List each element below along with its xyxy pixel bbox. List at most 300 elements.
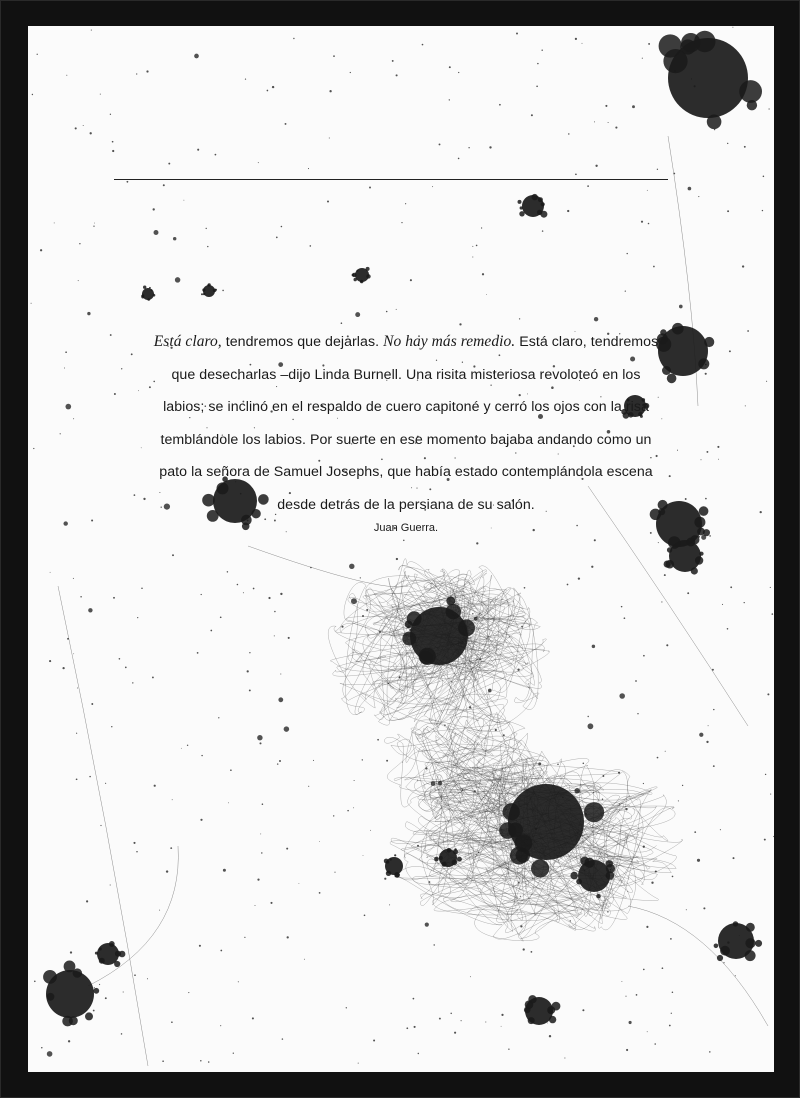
ink-speckle (388, 683, 390, 685)
ink-speckle (153, 208, 155, 210)
ink-speckle (249, 689, 251, 691)
ink-blot-edge (698, 358, 709, 369)
ink-speckle (433, 944, 434, 945)
ink-speckle (105, 783, 106, 784)
ink-speckle (478, 852, 479, 853)
ink-speckle (508, 1049, 509, 1050)
ink-blot-edge (707, 115, 722, 130)
ink-blot-edge (402, 632, 416, 646)
ink-blot-edge (387, 871, 389, 873)
literary-passage (126, 326, 686, 521)
ink-speckle (218, 717, 219, 718)
ink-speckle (355, 312, 360, 317)
ink-blot-edge (366, 267, 370, 271)
ink-blot-edge (62, 1016, 73, 1027)
ink-speckle (32, 94, 33, 95)
ink-speckle (113, 597, 115, 599)
ink-speckle (386, 760, 388, 762)
ink-speckle (278, 697, 283, 702)
ink-speckle (637, 713, 638, 714)
ink-blot-edge (458, 619, 475, 636)
ink-speckle (220, 950, 222, 952)
ink-speckle (270, 902, 272, 904)
ink-speckle (594, 317, 598, 321)
ink-blot-edge (85, 1012, 93, 1020)
ink-speckle (64, 368, 65, 369)
ink-speckle (121, 368, 122, 369)
ink-blot-edge (720, 946, 730, 956)
ink-blot-edge (354, 278, 357, 281)
ink-speckle (114, 393, 116, 395)
ink-blot-edge (384, 859, 389, 864)
ink-speckle (591, 566, 593, 568)
ink-speckle (646, 926, 648, 928)
ink-speckle (770, 587, 771, 588)
ink-speckle (567, 210, 569, 212)
ink-speckle (152, 676, 154, 678)
ink-speckle (79, 243, 80, 244)
ink-speckle (643, 969, 645, 971)
ink-speckle (279, 760, 281, 762)
ink-speckle (528, 683, 529, 684)
ink-speckle (535, 828, 537, 830)
ink-speckle (260, 833, 261, 834)
ink-blot-edge (446, 596, 455, 605)
passage-line-6: desde detrás de la persiana de su salón. (277, 496, 535, 513)
ink-speckle (54, 222, 55, 223)
ink-speckle (68, 1040, 70, 1042)
ink-speckle (745, 405, 746, 406)
ink-speckle (125, 667, 127, 669)
ink-speckle (481, 227, 482, 228)
ink-speckle (223, 869, 226, 872)
ink-speckle (655, 870, 657, 872)
ink-blot-edge (208, 283, 211, 286)
ink-blot (669, 540, 701, 572)
ink-speckle (531, 951, 533, 953)
ink-speckle (520, 925, 522, 927)
paper-sheet (28, 26, 774, 1072)
ink-speckle (541, 49, 542, 50)
ink-speckle (506, 815, 507, 816)
ink-speckle (697, 859, 700, 862)
ink-speckle (257, 735, 262, 740)
horizontal-rule (114, 179, 668, 180)
ink-speckle (439, 1018, 441, 1020)
ink-speckle (607, 911, 608, 912)
ink-speckle (727, 210, 729, 212)
ink-speckle (691, 78, 692, 79)
ink-speckle (60, 433, 61, 434)
ink-speckle (665, 751, 666, 752)
ink-speckle (417, 845, 419, 847)
ink-speckle (37, 54, 38, 55)
ink-blot-edge (518, 200, 522, 204)
author-signature: Juan Guerra. (373, 522, 439, 534)
ink-speckle (201, 594, 202, 595)
ink-speckle (259, 742, 261, 744)
ink-speckle (173, 237, 176, 240)
ink-speckle (643, 846, 645, 848)
ink-speckle (34, 981, 36, 983)
ink-speckle (76, 778, 78, 780)
ink-speckle (40, 249, 42, 251)
ink-blot-edge (366, 274, 370, 278)
ink-speckle (461, 1020, 462, 1021)
ink-speckle (188, 992, 189, 993)
ink-speckle (720, 829, 721, 830)
ink-speckle (63, 521, 67, 525)
ink-blot-edge (149, 287, 151, 289)
ink-speckle (351, 598, 357, 604)
ink-speckle (488, 689, 492, 693)
ink-speckle (739, 935, 740, 936)
ink-speckle (277, 763, 278, 764)
ink-thread (88, 846, 178, 986)
ink-speckle (521, 626, 523, 628)
ink-speckle (449, 66, 451, 68)
ink-speckle (610, 869, 612, 871)
ink-speckle (773, 836, 774, 837)
ink-speckle (329, 90, 331, 92)
ink-speckle (159, 910, 160, 911)
ink-speckle (476, 542, 478, 544)
ink-speckle (632, 105, 635, 108)
ink-speckle (31, 303, 32, 304)
ink-speckle (712, 669, 714, 671)
ink-speckle (587, 185, 589, 187)
ink-speckle (472, 613, 474, 615)
ink-blot-edge (141, 295, 144, 298)
ink-blot-edge (746, 923, 755, 932)
ink-blot-edge (204, 293, 205, 294)
ink-speckle (334, 872, 335, 873)
ink-blot-edge (360, 281, 362, 283)
ink-blot-edge (541, 202, 545, 206)
ink-blot-edge (434, 857, 439, 862)
ink-blot-edge (584, 802, 604, 822)
ink-speckle (33, 448, 34, 449)
ink-speckle (706, 451, 708, 453)
ink-speckle (476, 245, 478, 247)
ink-speckle (386, 311, 388, 313)
ink-speckle (166, 870, 168, 872)
ink-speckle (727, 941, 729, 943)
ink-speckle (112, 141, 114, 143)
ink-speckle (110, 334, 112, 336)
ink-speckle (489, 146, 491, 148)
ink-speckle (414, 1026, 416, 1028)
ink-speckle (687, 592, 689, 594)
ink-speckle (78, 280, 79, 281)
ink-speckle (73, 418, 74, 419)
ink-speckle (396, 558, 398, 560)
ink-speckle (272, 86, 274, 88)
ink-speckle (672, 876, 674, 878)
ink-speckle (285, 123, 287, 125)
ink-speckle (520, 896, 521, 897)
ink-speckle (313, 760, 314, 761)
ink-speckle (714, 129, 716, 131)
ink-speckle (100, 94, 101, 95)
ink-speckle (686, 909, 687, 910)
ink-speckle (237, 584, 239, 586)
ink-speckle (568, 133, 569, 134)
ink-speckle (602, 799, 603, 800)
ink-speckle (770, 794, 771, 795)
ink-speckle (582, 43, 583, 44)
ink-speckle (536, 85, 538, 87)
ink-speckle (298, 883, 299, 884)
ink-speckle (252, 1017, 254, 1019)
ink-speckle (458, 72, 459, 73)
ink-blot-edge (390, 858, 392, 860)
ink-speckle (723, 962, 724, 963)
ink-blot-edge (686, 538, 695, 547)
ink-speckle (222, 290, 224, 292)
ink-speckle (682, 785, 683, 786)
ink-speckle (207, 246, 208, 247)
ink-speckle (360, 577, 361, 578)
ink-speckle (472, 257, 473, 258)
ink-speckle (635, 680, 637, 682)
ink-speckle (647, 190, 648, 191)
ink-speckle (243, 592, 244, 593)
ink-speckle (678, 800, 679, 801)
ink-speckle (625, 996, 626, 997)
ink-blot-edge (699, 506, 709, 516)
ink-speckle (523, 948, 525, 950)
ink-speckle (172, 554, 174, 556)
ink-speckle (83, 125, 84, 126)
ink-speckle (147, 978, 148, 979)
ink-speckle (468, 147, 469, 148)
ink-speckle (769, 108, 770, 109)
ink-blot-edge (691, 567, 698, 574)
ink-speckle (407, 626, 409, 628)
ink-speckle (87, 312, 90, 315)
ink-speckle (258, 162, 259, 163)
ink-speckle (65, 351, 67, 353)
ink-speckle (537, 63, 538, 64)
ink-speckle (542, 230, 543, 231)
ink-blot-edge (570, 872, 578, 880)
ink-speckle (629, 1021, 632, 1024)
passage-line-5: pato la señora de Samuel Josephs, que había estado contemplándola escena (159, 464, 653, 480)
ink-speckle (94, 987, 95, 988)
ink-speckle (706, 741, 708, 743)
ink-speckle (422, 44, 424, 46)
ink-blot-edge (531, 859, 549, 877)
ink-speckle (333, 55, 335, 57)
ink-blot-edge (538, 197, 543, 202)
ink-speckle (310, 245, 312, 247)
ink-speckle (172, 799, 173, 800)
ink-speckle (472, 246, 473, 247)
ink-speckle (220, 1025, 221, 1026)
ink-speckle (304, 959, 305, 960)
ink-speckle (99, 984, 100, 985)
ink-blot-edge (528, 995, 536, 1003)
ink-speckle (194, 54, 199, 59)
ink-speckle (606, 875, 608, 877)
ink-speckle (110, 884, 111, 885)
ink-speckle (575, 173, 577, 175)
ink-speckle (123, 991, 124, 992)
ink-speckle (705, 364, 707, 366)
ink-blot-edge (747, 100, 757, 110)
ink-speckle (379, 631, 381, 633)
ink-speckle (73, 578, 74, 579)
ink-speckle (267, 90, 269, 92)
ink-speckle (154, 785, 156, 787)
ink-speckle (641, 221, 643, 223)
ink-speckle (418, 1053, 419, 1054)
ink-speckle (651, 882, 653, 884)
ink-speckle (354, 780, 355, 781)
ink-speckle (175, 277, 181, 283)
ink-speckle (531, 114, 533, 116)
ink-blot-edge (516, 848, 530, 862)
ink-blot-edge (745, 938, 755, 948)
ink-blot-edge (680, 39, 695, 54)
ink-speckle (733, 857, 735, 859)
ink-speckle (585, 813, 587, 815)
ink-speckle (197, 149, 199, 151)
ink-speckle (763, 176, 765, 178)
ink-speckle (70, 951, 72, 953)
ink-speckle (396, 309, 397, 310)
ink-blot-edge (704, 337, 714, 347)
ink-speckle (287, 936, 289, 938)
ink-speckle (121, 1033, 123, 1035)
ink-blot-edge (606, 860, 613, 867)
ink-speckle (370, 830, 371, 831)
ink-speckle (735, 975, 736, 976)
ink-speckle (341, 322, 343, 324)
ink-blot-edge (110, 943, 114, 947)
ink-speckle (308, 786, 309, 787)
ink-blot-edge (745, 950, 756, 961)
ink-blot-edge (499, 822, 515, 838)
ink-blot-edge (147, 298, 150, 301)
ink-speckle (261, 852, 262, 853)
ink-speckle (431, 781, 436, 786)
ink-speckle (485, 1021, 486, 1022)
ink-speckle (519, 318, 520, 319)
ink-speckle (727, 628, 729, 630)
ink-speckle (373, 1039, 375, 1041)
ink-blot-edge (519, 211, 524, 216)
ink-speckle (112, 150, 114, 152)
ink-speckle (284, 726, 290, 732)
ink-speckle (501, 1014, 503, 1016)
ink-speckle (262, 803, 264, 805)
ink-speckle (89, 776, 90, 777)
ink-blot-edge (739, 80, 762, 103)
ink-blot-edge (114, 961, 120, 967)
ink-speckle (347, 810, 349, 812)
ink-speckle (549, 1035, 551, 1037)
ink-speckle (624, 617, 626, 619)
ink-speckle (75, 127, 77, 129)
ink-speckle (80, 596, 82, 598)
ink-blot-edge (528, 1017, 535, 1024)
ink-blot-edge (549, 1016, 556, 1023)
ink-speckle (574, 788, 579, 793)
ink-speckle (409, 629, 411, 631)
passage-line-3: labios; se inclinó en el respaldo de cuero capitoné y cerró los ojos con la risa (163, 399, 649, 415)
ink-speckle (132, 682, 133, 683)
ink-speckle (666, 644, 668, 646)
ink-blot-edge (151, 289, 153, 291)
ink-speckle (228, 802, 229, 803)
ink-speckle (662, 967, 664, 969)
ink-speckle (94, 223, 95, 224)
ink-thread (248, 546, 408, 587)
ink-speckle (636, 994, 638, 996)
ink-blot-edge (201, 293, 203, 295)
ink-speckle (91, 519, 93, 521)
ink-speckle (694, 85, 696, 87)
ink-speckle (699, 733, 703, 737)
ink-speckle (238, 981, 239, 982)
ink-speckle (621, 981, 622, 982)
ink-speckle (358, 1063, 359, 1064)
ink-splatter-art (28, 26, 774, 1072)
ink-blot-edge (714, 944, 719, 949)
ink-speckle (578, 577, 580, 579)
ink-speckle (538, 762, 541, 765)
ink-speckle (709, 1051, 711, 1053)
ink-speckle (91, 30, 92, 31)
ink-speckle (280, 593, 282, 595)
ink-speckle (627, 253, 628, 254)
ink-speckle (582, 1009, 584, 1011)
ink-speckle (49, 660, 51, 662)
ink-blot-edge (99, 948, 102, 951)
ink-speckle (249, 652, 250, 653)
ink-speckle (469, 706, 471, 708)
ink-speckle (767, 693, 769, 695)
ink-speckle (100, 825, 101, 826)
ink-speckle (718, 459, 719, 460)
ink-speckle (384, 878, 386, 880)
ink-speckle (268, 597, 270, 599)
ink-speckle (474, 617, 478, 621)
ink-speckle (308, 168, 309, 169)
ink-speckle (584, 870, 585, 871)
ink-speckle (608, 122, 609, 123)
ink-speckle (396, 74, 398, 76)
ink-speckle (350, 72, 351, 73)
ink-blot-edge (457, 857, 462, 862)
ink-speckle (501, 1026, 502, 1027)
ink-blot-edge (755, 940, 762, 947)
ink-speckle (694, 831, 696, 833)
ink-speckle (605, 105, 607, 107)
ink-blot-edge (93, 988, 99, 994)
ink-blot-edge (584, 858, 594, 868)
ink-speckle (329, 137, 330, 138)
ink-speckle (353, 807, 354, 808)
ink-speckle (73, 653, 74, 654)
ink-speckle (593, 792, 594, 793)
ink-speckle (730, 586, 732, 588)
ink-speckle (105, 997, 107, 999)
ink-speckle (462, 789, 464, 791)
ink-speckle (126, 181, 128, 183)
